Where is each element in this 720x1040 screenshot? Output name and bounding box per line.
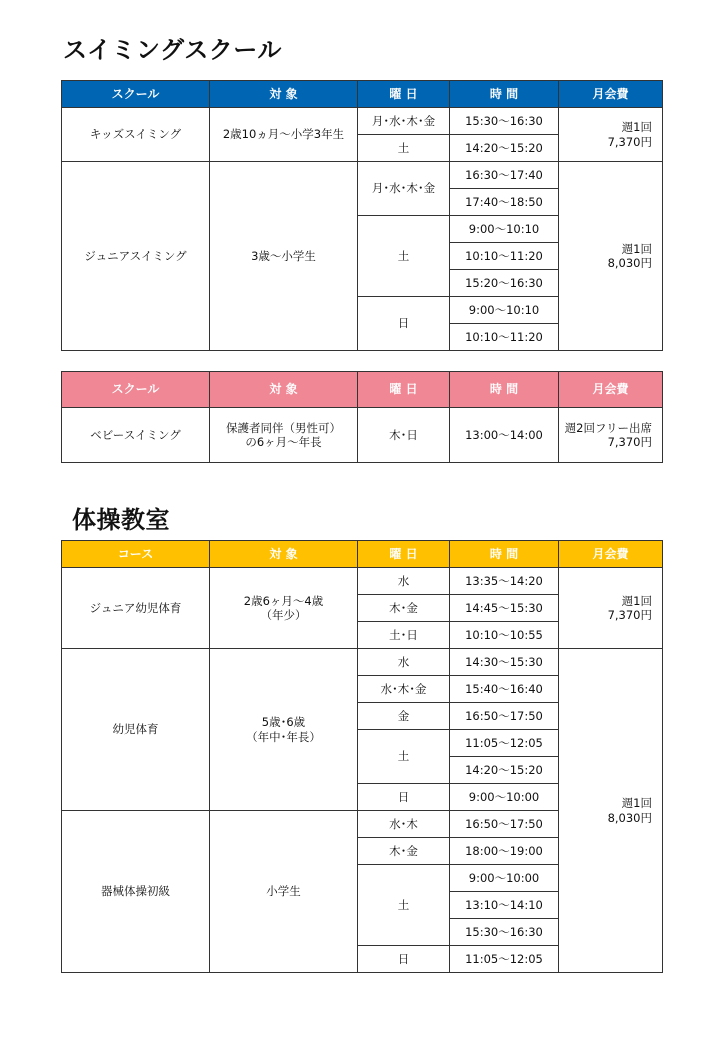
time-cell: 18:00～19:00: [450, 838, 559, 865]
target-line2: （年中･年長）: [246, 729, 321, 744]
time-cell: 10:10～11:20: [450, 243, 559, 270]
fee-amount: 7,370円: [607, 134, 652, 149]
fee-cell: [559, 568, 663, 649]
day-cell: 月･水･木･金: [358, 108, 450, 135]
day-cell: 土: [358, 135, 450, 162]
time-cell: 11:05～12:05: [450, 730, 559, 757]
header-time: 時 間: [450, 541, 559, 568]
day-cell: 水･木: [358, 811, 450, 838]
swim-section-title: スイミングスクール: [63, 36, 282, 64]
table-header-row: [62, 541, 663, 568]
header-target: 対 象: [210, 81, 358, 108]
gym-schedule-table: [61, 540, 663, 973]
day-cell: 水: [358, 568, 450, 595]
day-cell: 日: [358, 784, 450, 811]
target: 2歳10ヵ月～小学3年生: [210, 108, 358, 162]
time-cell: 13:00～14:00: [450, 408, 559, 463]
fee-amount: 7,370円: [607, 608, 652, 622]
time-cell: 14:30～15:30: [450, 649, 559, 676]
time-cell: 15:20～16:30: [450, 270, 559, 297]
time-cell: 10:10～11:20: [450, 324, 559, 351]
fee-frequency: 週1回: [621, 796, 652, 811]
table-header-row: [62, 81, 663, 108]
time-cell: 14:45～15:30: [450, 595, 559, 622]
baby-swim-table: [61, 371, 663, 463]
day-cell: 土: [358, 216, 450, 297]
time-cell: 13:35～14:20: [450, 568, 559, 595]
header-course: コース: [62, 541, 210, 568]
school-name: ジュニアスイミング: [62, 162, 210, 351]
swim-schedule-table: [61, 80, 663, 351]
day-cell: 水･木･金: [358, 676, 450, 703]
table-row: [62, 408, 663, 463]
day-cell: 日: [358, 297, 450, 351]
table-row: [62, 649, 663, 676]
day-cell: 水: [358, 649, 450, 676]
fee-frequency: 週1回: [621, 241, 652, 256]
day-cell: 月･水･木･金: [358, 162, 450, 216]
time-cell: 17:40～18:50: [450, 189, 559, 216]
target-line1: 5歳･6歳: [261, 715, 306, 730]
time-cell: 13:10～14:10: [450, 892, 559, 919]
time-cell: 9:00～10:00: [450, 865, 559, 892]
target: [210, 649, 358, 811]
time-cell: 15:30～16:30: [450, 108, 559, 135]
time-cell: 11:05～12:05: [450, 946, 559, 973]
header-time: 時 間: [450, 81, 559, 108]
fee-frequency: 週1回: [621, 120, 652, 135]
header-time: 時 間: [450, 372, 559, 408]
table-row: [62, 568, 663, 595]
course-name: 器械体操初級: [62, 811, 210, 973]
time-cell: 16:50～17:50: [450, 703, 559, 730]
time-cell: 14:20～15:20: [450, 135, 559, 162]
fee-cell: [559, 649, 663, 973]
header-target: 対 象: [210, 541, 358, 568]
table-row: [62, 108, 663, 135]
day-cell: 木･金: [358, 838, 450, 865]
header-fee: 月会費: [559, 541, 663, 568]
time-cell: 15:40～16:40: [450, 676, 559, 703]
course-name: ジュニア幼児体育: [62, 568, 210, 649]
target-line1: 2歳6ヶ月～4歳: [243, 593, 324, 608]
fee-cell: [559, 408, 663, 463]
header-fee: 月会費: [559, 81, 663, 108]
target-line2: （年少）: [260, 608, 307, 622]
header-fee: 月会費: [559, 372, 663, 408]
target: 3歳～小学生: [210, 162, 358, 351]
day-cell: 木･日: [358, 408, 450, 463]
school-name: ベビースイミング: [62, 408, 210, 463]
target: [210, 408, 358, 463]
header-day: 曜 日: [358, 81, 450, 108]
time-cell: 9:00～10:10: [450, 297, 559, 324]
day-cell: 金: [358, 703, 450, 730]
day-cell: 木･金: [358, 595, 450, 622]
day-cell: 土･日: [358, 622, 450, 649]
target-line1: 保護者同伴（男性可）: [226, 420, 341, 435]
course-name: 幼児体育: [62, 649, 210, 811]
time-cell: 16:30～17:40: [450, 162, 559, 189]
header-target: 対 象: [210, 372, 358, 408]
day-cell: 日: [358, 946, 450, 973]
day-cell: 土: [358, 865, 450, 946]
time-cell: 14:20～15:20: [450, 757, 559, 784]
header-school: スクール: [62, 81, 210, 108]
header-school: スクール: [62, 372, 210, 408]
time-cell: 10:10～10:55: [450, 622, 559, 649]
fee-frequency: 週2回フリー出席: [564, 420, 652, 435]
fee-amount: 7,370円: [607, 435, 652, 449]
fee-frequency: 週1回: [621, 593, 652, 608]
target-line2: の6ヶ月～年長: [245, 435, 322, 449]
target: 小学生: [210, 811, 358, 973]
school-name: キッズスイミング: [62, 108, 210, 162]
target: [210, 568, 358, 649]
time-cell: 9:00～10:10: [450, 216, 559, 243]
header-day: 曜 日: [358, 372, 450, 408]
fee-amount: 8,030円: [607, 256, 652, 270]
fee-cell: [559, 108, 663, 162]
fee-amount: 8,030円: [607, 810, 652, 825]
time-cell: 15:30～16:30: [450, 919, 559, 946]
gym-section-title: 体操教室: [72, 506, 170, 534]
time-cell: 9:00～10:00: [450, 784, 559, 811]
day-cell: 土: [358, 730, 450, 784]
table-row: [62, 162, 663, 189]
table-header-row: [62, 372, 663, 408]
header-day: 曜 日: [358, 541, 450, 568]
time-cell: 16:50～17:50: [450, 811, 559, 838]
fee-cell: [559, 162, 663, 351]
